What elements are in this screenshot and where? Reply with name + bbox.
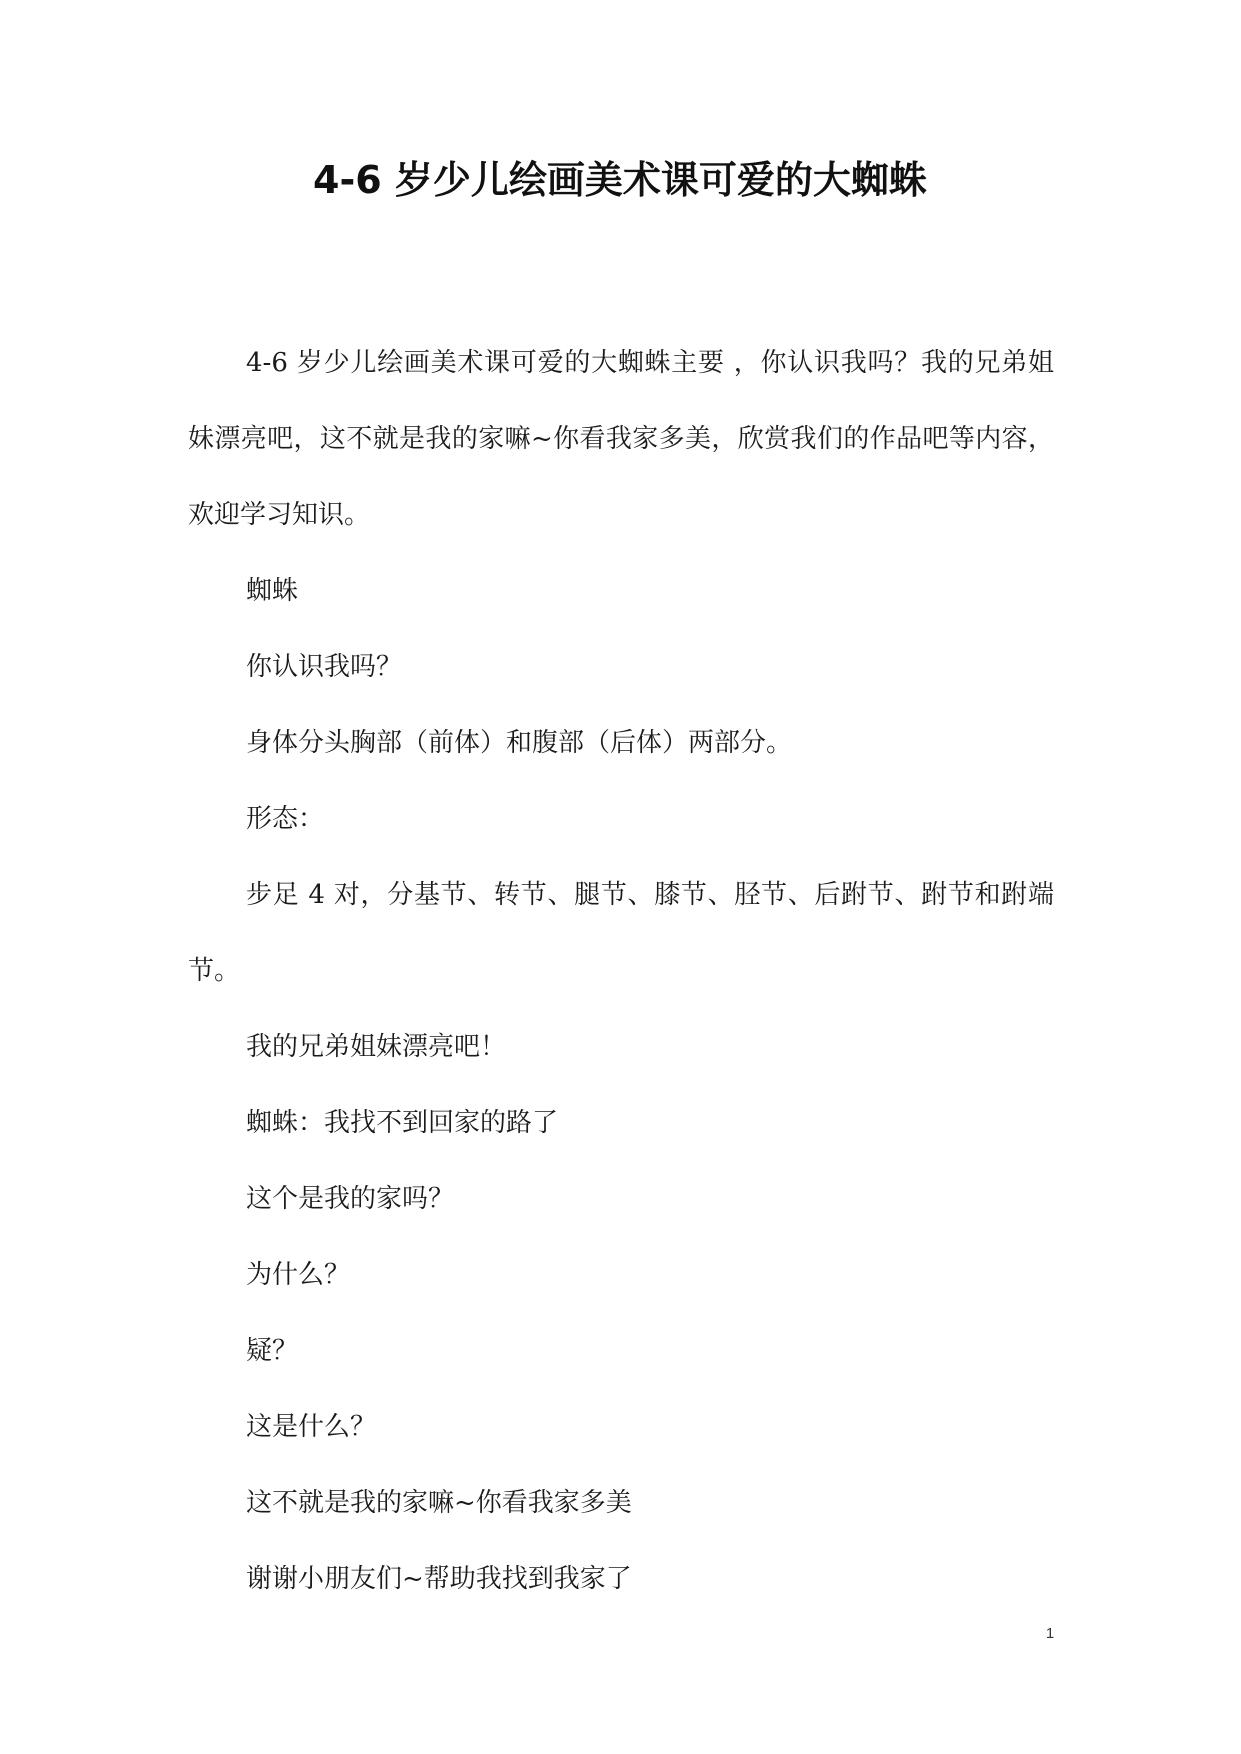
paragraph: 这是什么？	[246, 1412, 377, 1442]
document-body	[188, 325, 1054, 1617]
paragraph: 你认识我吗？	[246, 652, 403, 682]
document-title: 4-6 岁少儿绘画美术课可爱的大蜘蛛	[313, 158, 927, 202]
paragraph: 身体分头胸部（前体）和腹部（后体）两部分。	[246, 728, 793, 758]
paragraph: 疑？	[246, 1336, 299, 1366]
page-number: 1	[1045, 1625, 1055, 1642]
paragraph: 我的兄弟姐妹漂亮吧！	[246, 1032, 507, 1062]
paragraph-intro: 4-6 岁少儿绘画美术课可爱的大蜘蛛主要 ，你认识我吗？我的兄弟姐妹漂亮吧，这不就是我的家嘛~你看我家多美，欣赏我们的作品吧等内容，欢迎学习知识。	[188, 348, 1054, 530]
paragraph: 谢谢小朋友们~帮助我找到我家了	[246, 1564, 632, 1594]
paragraph: 这个是我的家吗？	[246, 1184, 455, 1214]
paragraph: 蜘蛛	[246, 576, 299, 606]
paragraph: 步足 4 对，分基节、转节、腿节、膝节、胫节、后跗节、跗节和跗端节。	[188, 880, 1054, 986]
paragraph: 蜘蛛：我找不到回家的路了	[246, 1108, 559, 1138]
paragraph: 这不就是我的家嘛~你看我家多美	[246, 1488, 632, 1518]
paragraph: 为什么？	[246, 1260, 351, 1290]
paragraph: 形态：	[246, 804, 325, 834]
